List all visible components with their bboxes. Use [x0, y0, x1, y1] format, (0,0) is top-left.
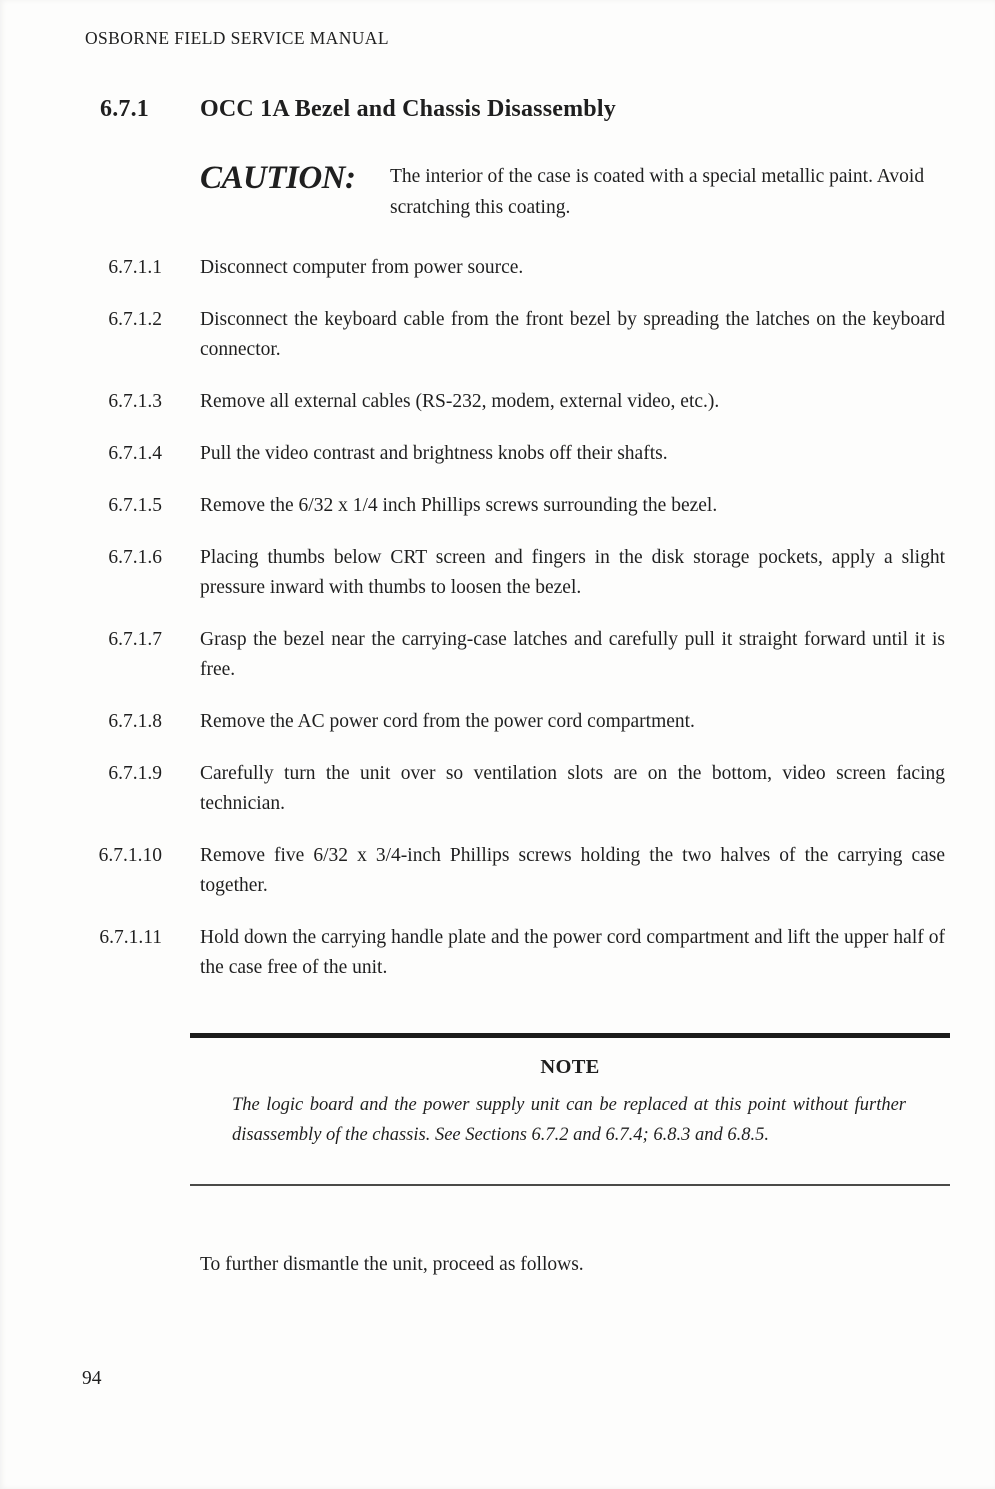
- section-title: OCC 1A Bezel and Chassis Disassembly: [200, 96, 616, 122]
- step-text: Placing thumbs below CRT screen and fingers in the disk storage pockets, apply a slight pressure inward with thumbs to loosen the bezel.: [200, 547, 945, 598]
- step-number: 6.7.1.3: [108, 391, 162, 412]
- step-row: [0, 841, 995, 901]
- step-text: Remove all external cables (RS-232, modem, external video, etc.).: [200, 391, 720, 412]
- step-number: 6.7.1.6: [108, 547, 162, 568]
- step-number: 6.7.1.1: [108, 257, 162, 278]
- step-number: 6.7.1.2: [108, 309, 162, 330]
- step-row: [0, 707, 995, 737]
- step-number: 6.7.1.10: [98, 845, 162, 866]
- step-row: [0, 759, 995, 819]
- step-row: [0, 923, 995, 983]
- caution-block: [200, 161, 952, 223]
- step-row: [0, 387, 995, 417]
- page-number: 94: [82, 1368, 102, 1389]
- step-text: Hold down the carrying handle plate and the power cord compartment and lift the upper half of the case free of the unit.: [200, 927, 945, 978]
- step-text: Grasp the bezel near the carrying-case latches and carefully pull it straight forward until it is free.: [200, 629, 945, 680]
- step-row: [0, 305, 995, 365]
- step-number: 6.7.1.4: [108, 443, 162, 464]
- step-text: Remove the 6/32 x 1/4 inch Phillips screws surrounding the bezel.: [200, 495, 718, 516]
- step-row: [0, 439, 995, 469]
- step-number: 6.7.1.11: [99, 927, 162, 948]
- step-number: 6.7.1.5: [108, 495, 162, 516]
- step-text: Disconnect the keyboard cable from the front bezel by spreading the latches on the keyboard connector.: [200, 309, 945, 360]
- step-number: 6.7.1.8: [108, 711, 162, 732]
- step-text: Remove the AC power cord from the power cord compartment.: [200, 711, 695, 732]
- note-text: The logic board and the power supply unit can be replaced at this point without further disassembly of the chassis. See Sections 6.7.2 and 6.7.4; 6.8.3 and 6.8.5.: [232, 1095, 906, 1145]
- section-heading: [0, 93, 995, 125]
- step-row: [0, 543, 995, 603]
- step-row: [0, 625, 995, 685]
- step-list: [0, 253, 995, 983]
- step-number: 6.7.1.7: [108, 629, 162, 650]
- closing-line: To further dismantle the unit, proceed as follows.: [200, 1254, 584, 1275]
- note-box: [190, 1033, 950, 1186]
- caution-text: The interior of the case is coated with a special metallic paint. Avoid scratching this coating.: [390, 166, 925, 218]
- section-number: 6.7.1: [100, 96, 149, 122]
- step-text: Carefully turn the unit over so ventilation slots are on the bottom, video screen facing technician.: [200, 763, 945, 814]
- step-number: 6.7.1.9: [108, 763, 162, 784]
- running-header: OSBORNE FIELD SERVICE MANUAL: [85, 28, 389, 48]
- step-row: [0, 253, 995, 283]
- step-row: [0, 491, 995, 521]
- step-text: Disconnect computer from power source.: [200, 257, 524, 278]
- note-label: NOTE: [540, 1056, 600, 1078]
- step-text: Remove five 6/32 x 3/4-inch Phillips screws holding the two halves of the carrying case together.: [200, 845, 945, 896]
- step-text: Pull the video contrast and brightness knobs off their shafts.: [200, 443, 668, 464]
- caution-label: CAUTION:: [200, 160, 356, 196]
